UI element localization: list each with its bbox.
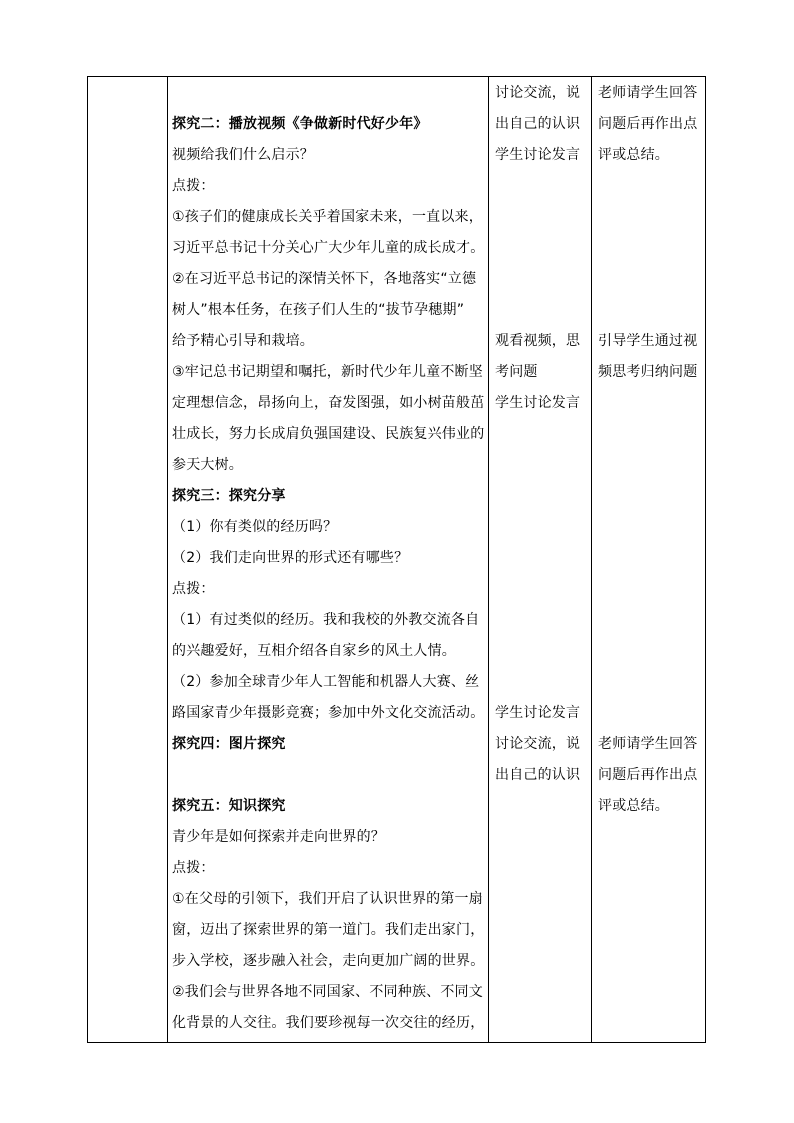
teacher-intent-line: 老师请学生回答 (598, 85, 698, 101)
student-activity-line: 讨论交流，说 (495, 85, 581, 101)
hint-label: 点拨： (172, 860, 215, 876)
inquiry-3-heading: 探究三：探究分享 (172, 488, 286, 504)
teacher-intent-line: 问题后再作出点 (598, 116, 698, 132)
text-line: ③牢记总书记期望和嘱托，新时代少年儿童不断坚 (172, 364, 483, 380)
text-line: 的兴趣爱好，互相介绍各自家乡的风土人情。 (172, 643, 456, 659)
student-activity-line: 出自己的认识 (495, 116, 581, 132)
inquiry-2-question: 视频给我们什么启示？ (172, 147, 314, 163)
teacher-intent-line: 老师请学生回答 (598, 736, 698, 752)
text-line: 树人”根本任务，在孩子们人生的“拔节孕穗期” (172, 302, 465, 318)
teacher-intent-line: 问题后再作出点 (598, 767, 698, 783)
student-activity-line: 学生讨论发言 (495, 395, 581, 411)
text-line: （1）有过类似的经历。我和我校的外教交流各自 (172, 612, 480, 628)
column-divider-2 (488, 76, 489, 1043)
student-activity-line: 讨论交流，说 (495, 736, 581, 752)
text-line: 习近平总书记十分关心广大少年儿童的成长成才。 (172, 240, 485, 256)
teacher-intent-line: 引导学生通过视 (598, 333, 698, 349)
student-activity-line: 学生讨论发言 (495, 147, 581, 163)
question-2: （2）我们走向世界的形式还有哪些？ (172, 550, 409, 566)
text-line: 步入学校，逐步融入社会，走向更加广阔的世界。 (172, 953, 485, 969)
text-line: 化背景的人交往。我们要珍视每一次交往的经历， (172, 1015, 485, 1031)
hint-label: 点拨： (172, 581, 215, 597)
text-line: ①孩子们的健康成长关乎着国家未来，一直以来， (172, 209, 483, 225)
teacher-intent-line: 评或总结。 (598, 147, 669, 163)
text-line: 路国家青少年摄影竞赛；参加中外文化交流活动。 (172, 705, 485, 721)
text-line: 窗，迈出了探索世界的第一道门。我们走出家门， (172, 922, 485, 938)
inquiry-2-heading: 探究二：播放视频《争做新时代好少年》 (172, 116, 428, 132)
text-line: ②我们会与世界各地不同国家、不同种族、不同文 (172, 984, 483, 1000)
teacher-intent-line: 评或总结。 (598, 798, 669, 814)
column-divider-1 (167, 76, 168, 1043)
teacher-intent-line: 频思考归纳问题 (598, 364, 698, 380)
text-line: ①在父母的引领下，我们开启了认识世界的第一扇 (172, 891, 483, 907)
inquiry-5-heading: 探究五：知识探究 (172, 798, 286, 814)
inquiry-4-heading: 探究四：图片探究 (172, 736, 286, 752)
hint-label: 点拨： (172, 178, 215, 194)
text-line: ②在习近平总书记的深情关怀下，各地落实“立德 (172, 271, 477, 287)
text-line: 给予精心引导和栽培。 (172, 333, 314, 349)
student-activity-line: 学生讨论发言 (495, 705, 581, 721)
column-divider-3 (591, 76, 592, 1043)
text-line: 参天大树。 (172, 457, 243, 473)
text-line: 定理想信念，昂扬向上，奋发图强，如小树苗般茁 (172, 395, 485, 411)
inquiry-5-question: 青少年是如何探索并走向世界的？ (172, 829, 385, 845)
question-1: （1）你有类似的经历吗？ (172, 519, 338, 535)
student-activity-line: 观看视频，思 (495, 333, 581, 349)
text-line: （2）参加全球青少年人工智能和机器人大赛、丝 (172, 674, 480, 690)
text-line: 壮成长，努力长成肩负强国建设、民族复兴伟业的 (172, 426, 485, 442)
student-activity-line: 考问题 (495, 364, 538, 380)
student-activity-line: 出自己的认识 (495, 767, 581, 783)
